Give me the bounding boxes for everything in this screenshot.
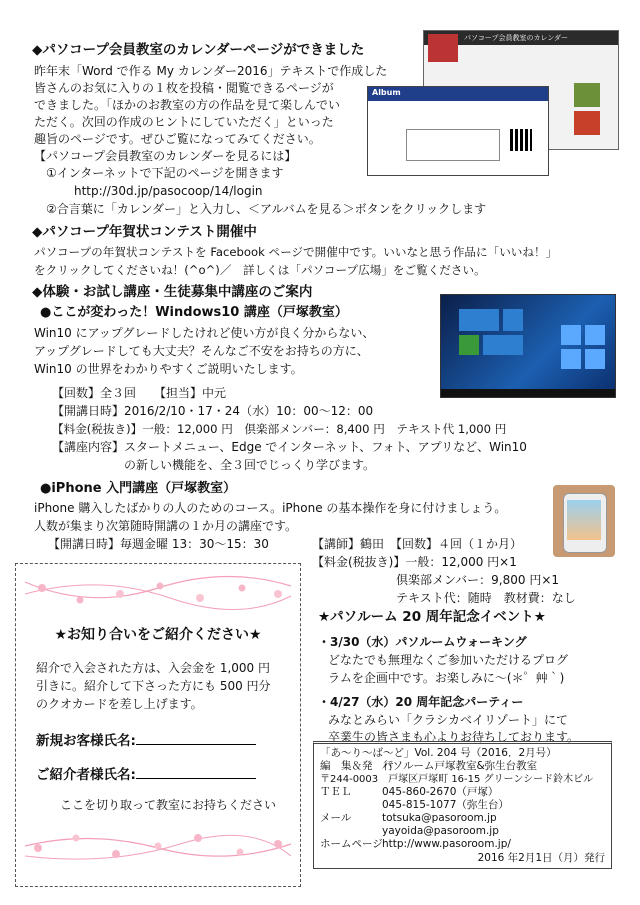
album-logo: Album: [372, 88, 401, 97]
iphone-teacher: 【講師】鶴田 【回数】４回（１か月）: [312, 537, 523, 551]
mail-yayoidai[interactable]: yayoida@pasoroom.jp: [382, 825, 499, 837]
screenshot-title: パソコープ会員教室のカレンダー: [464, 34, 569, 42]
coupon-text-line: 引きに。紹介して下さった方にも 500 円分: [36, 679, 271, 693]
event-party-text: みなとみらい「クラシカベイリゾート」にて: [328, 713, 569, 727]
colophon-address: 〒244-0003 戸塚区戸塚町 16-15 グリーンシード鈴木ビル: [320, 774, 594, 785]
publisher-name: パソルーム戸塚教室&弥生台教室: [382, 760, 538, 772]
iphone-photo: [553, 485, 615, 557]
album-login-screenshot: [367, 86, 549, 176]
referrer-name-field[interactable]: [36, 763, 256, 783]
event-walking-text: ラムを企画中です。お楽しみに～(＊゜艸｀): [328, 671, 565, 685]
web-label: ホームページ: [320, 838, 383, 850]
coupon-text-line: のクオカードを差し上げます。: [36, 697, 203, 711]
nengajo-heading: ◆パソコープ年賀状コンテスト開催中: [32, 224, 257, 240]
flower-garland-bottom: [20, 826, 296, 866]
coupon-footer-note: ここを切り取って教室にお持ちください: [60, 798, 277, 812]
calendar-login-url[interactable]: http://30d.jp/pasocoop/14/login: [74, 184, 263, 198]
win10-detail-content: 【講座内容】スタートメニュー、Edge でインターネット、フォト、アプリなど、Win10: [52, 440, 527, 454]
win10-text-line: Win10 の世界をわかりやすくご説明いたします。: [34, 362, 303, 376]
win10-text-line: アップグレードしても大丈夫？そんなご不安をお持ちの方に、: [34, 344, 369, 358]
iphone-text-line: 人数が集まり次第随時開講の１か月の講座です。: [34, 519, 298, 533]
referrer-label: ご紹介者様氏名:: [36, 767, 136, 783]
web-url[interactable]: http://www.pasoroom.jp/: [382, 838, 511, 850]
tel-label: ＴＥＬ: [320, 786, 352, 798]
newsletter-colophon: [313, 741, 612, 869]
nengajo-text-line: をクリックしてくださいね！(^o^)／ 詳しくは「パソコープ広場」をご覧ください。: [34, 263, 486, 277]
nengajo-text-line: パソコープの年賀状コンテストを Facebook ページで開催中です。いいなと思う作品に「いいね！」: [34, 245, 558, 259]
win10-detail-fee: 【料金(税抜き)】一般：12,000 円 倶楽部メンバー：8,400 円 テキスト代 1,000 円: [52, 422, 507, 436]
calendar-text-line: できました。「ほかのお教室の方の作品を見て楽しんでい: [34, 98, 341, 112]
event-walking-title: ・3/30（水）パソルームウォーキング: [318, 635, 527, 649]
courses-heading: ◆体験・お試し講座・生徒募集中講座のご案内: [32, 284, 313, 300]
win10-detail-content-cont: の新しい機能を、全３回でじっくり学びます。: [52, 458, 376, 472]
calendar-text-line: 趣旨のページです。ぜひご覧になってみてください。: [34, 132, 321, 146]
iphone-course-title: ●iPhone 入門講座（戸塚教室）: [40, 481, 237, 496]
tel-yayoidai: 045-815-1077（弥生台）: [382, 799, 509, 811]
iphone-fee-general: 【料金(税抜き)】一般：12,000 円×1: [312, 555, 517, 569]
iphone-fee-member: 倶楽部メンバー：9,800 円×1: [396, 573, 560, 587]
event-party-title: ・4/27（水）20 周年記念パーティー: [318, 695, 524, 709]
iphone-text-line: iPhone 購入したばかりの人のためのコース。iPhone の基本操作を身に付けましょう。: [34, 501, 507, 515]
iphone-fee-text: テキスト代：随時 教材費：なし: [396, 591, 576, 605]
event-heading: ★パソルーム 20 周年記念イベント★: [318, 609, 546, 625]
mail-label: メール: [320, 812, 352, 824]
referral-coupon: [15, 563, 301, 887]
coupon-text-line: 紹介で入会された方は、入会金を 1,000 円: [36, 661, 270, 675]
album-cover-image: [428, 34, 458, 62]
calendar-text-line: 皆さんのお気に入りの１枚を投稿・閲覧できるページが: [34, 81, 334, 95]
calendar-howto-heading: 【パソコープ会員教室のカレンダーを見るには】: [34, 149, 297, 163]
calendar-text-line: 昨年末「Word で作る My カレンダー2016」テキストで作成した: [34, 64, 388, 78]
issue-date: 2016 年2月1日（月）発行: [477, 852, 605, 864]
event-walking-text: どなたでも無理なくご参加いただけるプログ: [328, 653, 569, 667]
flower-garland-top: [20, 572, 296, 612]
event-party-text: 卒業生の皆さまも心よりお待ちしております。: [328, 730, 580, 744]
mail-totsuka[interactable]: totsuka@pasoroom.jp: [382, 812, 497, 824]
win10-text-line: Win10 にアップグレードしたけれど使い方が良く分からない、: [34, 326, 375, 340]
qr-code-icon: [510, 129, 532, 151]
calendar-heading: ◆パソコープ会員教室のカレンダーページができました: [32, 42, 365, 58]
windows10-screenshot: [440, 294, 616, 398]
publisher-label: 編 集＆発 行: [320, 760, 394, 772]
iphone-schedule: 【開講日時】毎週金曜 13：30～15：30: [48, 537, 269, 551]
calendar-step-1: ①インターネットで下記のページを開きます: [46, 166, 284, 180]
calendar-step-2: ②合言葉に「カレンダー」と入力し、＜アルバムを見る＞ボタンをクリックします: [46, 202, 487, 216]
new-customer-name-field[interactable]: [36, 729, 256, 749]
win10-detail-date: 【開講日時】2016/2/10・17・24（水）10：00～12：00: [52, 404, 374, 418]
win10-detail-count: 【回数】全３回 【担当】中元: [52, 386, 227, 400]
calendar-text-line: ただく。次回の作成のヒントにしていただく」といった: [34, 115, 334, 129]
win10-course-title: ●ここが変わった！Windows10 講座（戸塚教室）: [40, 305, 348, 320]
colophon-title: 「あ～り～ば～ど」Vol. 204 号（2016．2月号）: [320, 747, 557, 759]
new-customer-label: 新規お客様氏名:: [36, 733, 136, 749]
tel-totsuka: 045-860-2670（戸塚）: [382, 786, 499, 798]
coupon-title: ★お知り合いをご紹介ください★: [54, 627, 262, 643]
